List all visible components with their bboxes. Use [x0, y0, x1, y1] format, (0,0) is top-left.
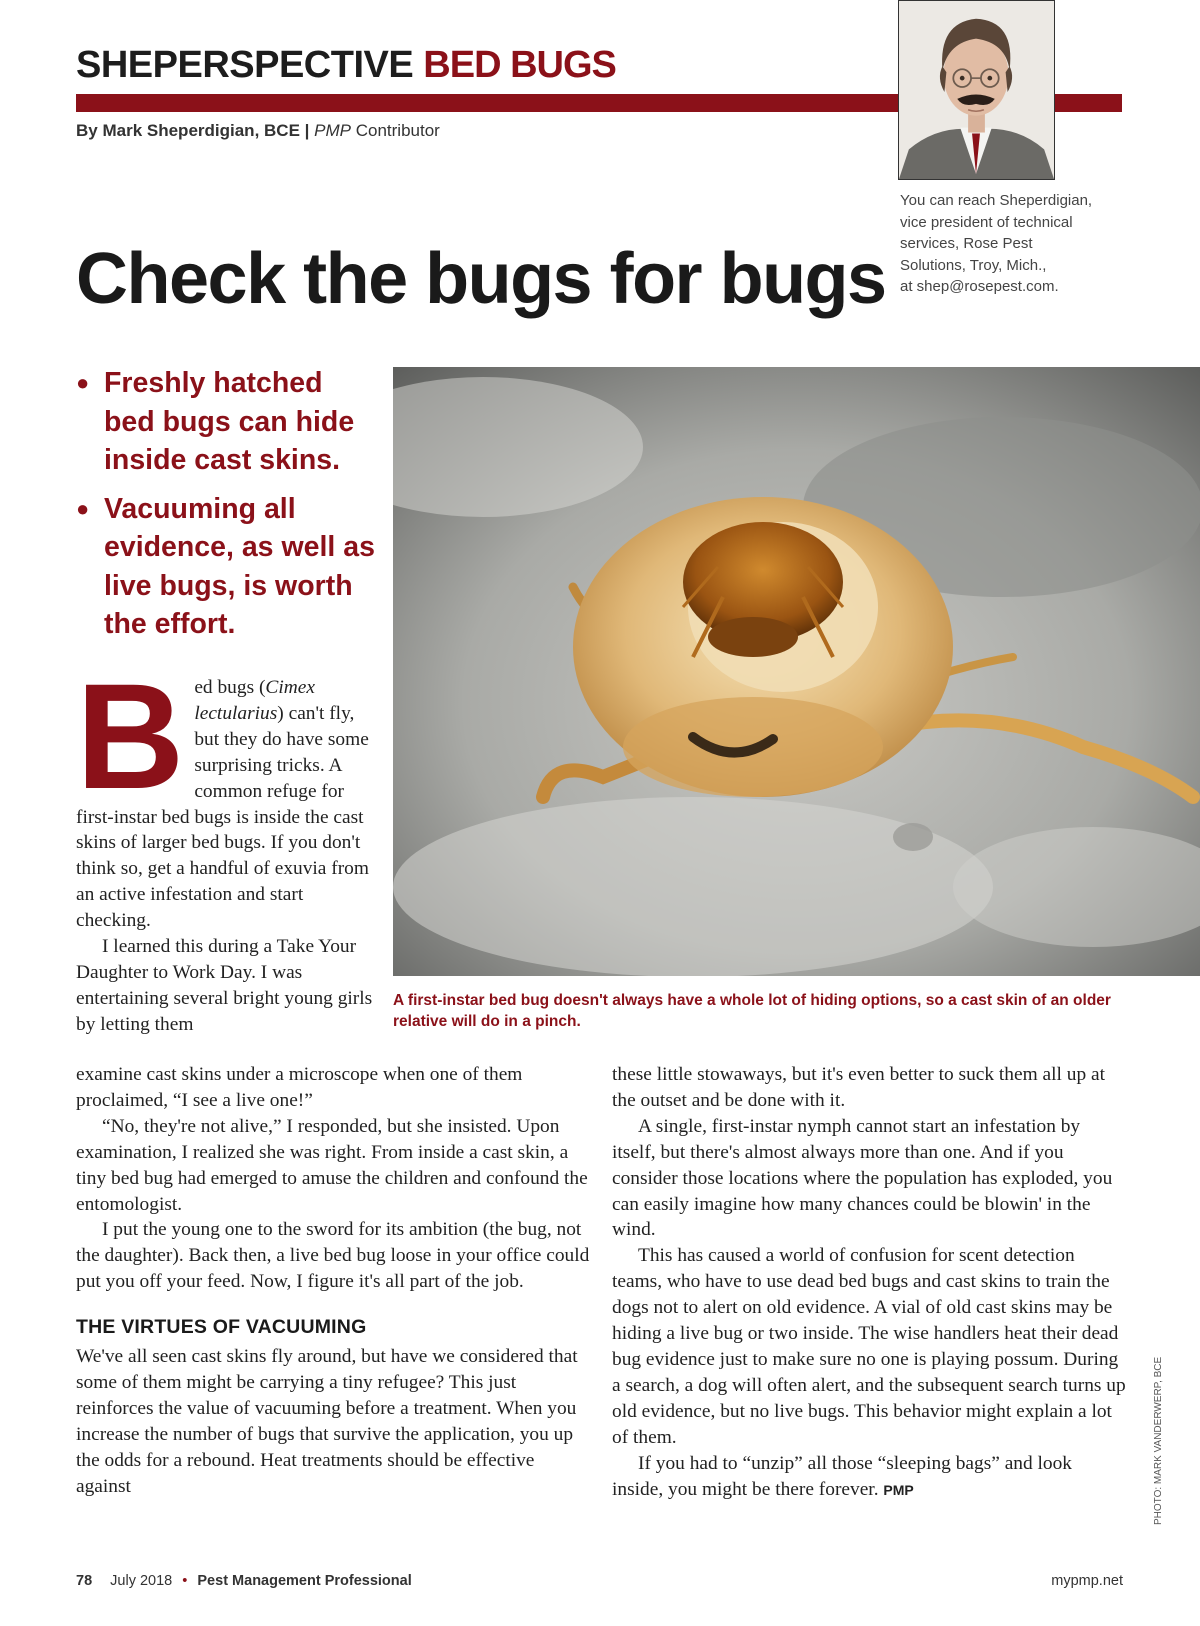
pull-quote-item: ● Freshly hatched bed bugs can hide inside cast skins. [76, 364, 376, 480]
issue-date: July 2018 [110, 1573, 173, 1589]
section-label [76, 44, 616, 87]
pull-quote-item: ● Vacuuming all evidence, as well as live bugs, is worth the effort. [76, 490, 376, 644]
website-link[interactable]: mypmp.net [1051, 1573, 1123, 1589]
author-headshot [898, 0, 1055, 180]
article-paragraph: I put the young one to the sword for its ambition (the bug, not the daughter). Back then, a live bed bug loose in your office could put you off your feed. Now, I figure it's all part of the job. [76, 1219, 590, 1293]
paragraph-text: If you had to “unzip” all those “sleeping bags” and look inside, you might be there forever. [612, 1452, 1073, 1500]
page-footer [76, 1573, 412, 1589]
species-name: Cimex lectularius [194, 677, 315, 724]
author-contact [900, 190, 1130, 298]
article-paragraph: A single, first-instar nymph cannot start an infestation by itself, but there's almost always more than one. And if you consider those locations where the population has exploded, you can easily imagine how many chances could be blowin' in the wind. [612, 1115, 1113, 1241]
contact-line: You can reach Sheperdigian, [900, 192, 1093, 209]
byline-separator: | [304, 121, 310, 140]
contact-line: Solutions, Troy, Mich., [900, 256, 1047, 274]
article-paragraph: these little stowaways, but it's even better to suck them all up at the outset and be done with it. [612, 1064, 1105, 1111]
photo-caption: A first-instar bed bug doesn't always have a whole lot of hiding options, so a cast skin of an older relative will do in a pinch. [393, 992, 1111, 1030]
contact-line: at shep@rosepest.com. [900, 278, 1059, 295]
section-subhead: THE VIRTUES OF VACUUMING [76, 1316, 367, 1339]
byline-prefix: By [76, 121, 98, 140]
article-headline: Check the bugs for bugs [76, 239, 886, 319]
byline [76, 121, 440, 141]
article-paragraph: “No, they're not alive,” I responded, but she insisted. Upon examination, I realized she was right. From inside a cast skin, a tiny bed bug had emerged to amuse the children and confound the entomologist. [76, 1115, 588, 1215]
section-topic: BED BUGS [423, 44, 616, 86]
magazine-name: Pest Management Professional [197, 1573, 412, 1589]
article-paragraph: We've all seen cast skins fly around, but have we considered that some of them might be carrying a tiny refugee? This just reinforces the value of vacuuming before a treatment. When you increase the number of bugs that survive the application, you up the odds for a rebound. Heat treatments should be effective against [76, 1346, 578, 1497]
end-mark: PMP [883, 1481, 914, 1498]
article-column-3 [612, 1062, 1126, 1503]
page-number: 78 [76, 1573, 93, 1589]
contact-line: vice president of technical [900, 213, 1073, 231]
column-name: SHEPERSPECTIVE [76, 44, 414, 86]
author-role: Contributor [355, 121, 440, 140]
article-paragraph: examine cast skins under a microscope when one of them proclaimed, “I see a live one!” [76, 1064, 523, 1111]
article-column-1 [76, 652, 382, 1038]
publication-name: PMP [314, 121, 351, 140]
pull-quote-list [76, 364, 376, 654]
author-name: Mark Sheperdigian, BCE [102, 121, 300, 140]
drop-cap: B [76, 652, 185, 820]
photo-credit: PHOTO: MARK VANDERWERP, BCE [1153, 1356, 1164, 1525]
paragraph-text: ) can't fly, but they do have some surprising tricks. A common refuge for first-instar bed bugs is inside the cast skins of larger bed bugs. If you don't think so, get a handful of exuvia from an active infestation and start checking. [76, 702, 369, 932]
paragraph-text: ed bugs ( [194, 677, 266, 698]
footer-bullet: • [182, 1573, 188, 1589]
contact-line: services, Rose Pest [900, 235, 1033, 252]
bed-bug-photo [393, 367, 1200, 976]
article-column-2 [76, 1062, 590, 1500]
article-paragraph: I learned this during a Take Your Daughter to Work Day. I was entertaining several bright young girls by letting them [76, 936, 373, 1035]
article-paragraph: This has caused a world of confusion for scent detection teams, who have to use dead bed bugs and cast skins to train the dogs not to alert on old evidence. A vial of old cast skins may be hiding a live bug or two inside. The wise handlers heat their dead bug evidence just to make sure no one is playing possum. During a search, a dog will often alert, and the subsequent search turns up old evidence, but no live bugs. This behavior might explain a lot of them. [612, 1245, 1126, 1448]
article-paragraph [612, 1451, 1126, 1504]
